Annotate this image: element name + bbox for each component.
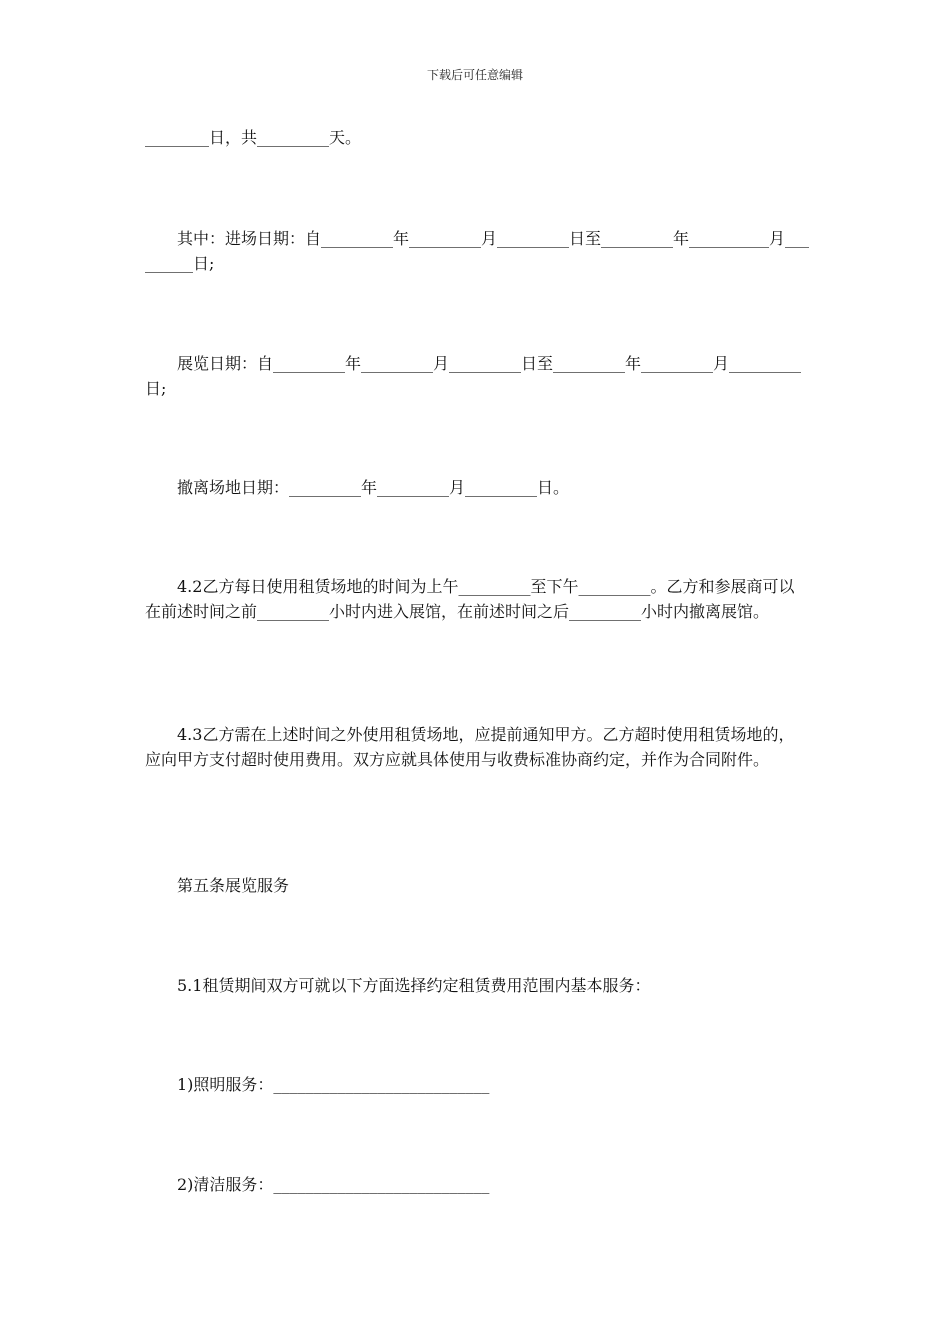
paragraph-clause-4-2: 4.2乙方每日使用租赁场地的时间为上午_________至下午_________。乙方和参展商可以在前述时间之前_________小时内进入展馆，在前述时间之后_________小时内撤离展馆。 bbox=[145, 577, 795, 621]
paragraph-withdrawal-date: 撤离场地日期：_________年_________月_________日。 bbox=[177, 478, 570, 497]
paragraph-lighting-service: 1)照明服务：___________________________ bbox=[177, 1075, 490, 1094]
paragraph-clause-5-1: 5.1租赁期间双方可就以下方面选择约定租赁费用范围内基本服务： bbox=[177, 976, 651, 995]
paragraph-days-total: ________日，共_________天。 bbox=[145, 128, 362, 147]
paragraph-cleaning-service: 2)清洁服务：___________________________ bbox=[177, 1175, 490, 1194]
section-title-article-5: 第五条展览服务 bbox=[177, 876, 290, 895]
paragraph-exhibition-date: 展览日期：自_________年_________月_________日至_________年_________月_________日; bbox=[145, 354, 802, 398]
paragraph-clause-4-3: 4.3乙方需在上述时间之外使用租赁场地，应提前通知甲方。乙方超时使用租赁场地的，应向甲方支付超时使用费用。双方应就具体使用与收费标准协商约定，并作为合同附件。 bbox=[145, 725, 795, 769]
page-header: 下载后可任意编辑 bbox=[426, 68, 523, 82]
paragraph-entry-date: 其中：进场日期：自_________年_________月_________日至_________年__________月_________日; bbox=[145, 229, 810, 273]
